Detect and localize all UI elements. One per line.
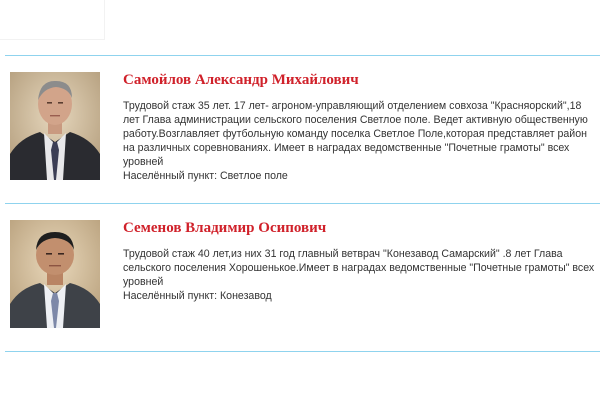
portrait-image [10,72,100,180]
person-bio [123,99,600,183]
bio-text: Трудовой стаж 40 лет,из них 31 год главный ветврач "Конезавод Самарский" .8 лет Глава сельского поселения Хорошенькое.Имеет в наградах ведомственные "Почетные грамоты" всех уровней [123,248,595,288]
top-table-cell [0,0,105,40]
divider [5,55,600,56]
profile-card [10,220,600,335]
settlement-text: Населённый пункт: Конезавод [123,290,272,302]
portrait-photo [10,220,100,328]
person-name: Семенов Владимир Осипович [123,220,327,236]
settlement-text: Населённый пункт: Светлое поле [123,170,288,182]
divider [5,351,600,352]
divider [5,203,600,204]
portrait-photo [10,72,100,180]
person-bio [123,247,600,303]
portrait-image [10,220,100,328]
bio-text: Трудовой стаж 35 лет. 17 лет- агроном-управляющий отделением совхоза "Красняорский",18 лет Глава администрации сельского поселения Светлое поле. Ведет активную общественную работу.Возглавляет футбольную команду поселка Светлое Поле,которая представляет район на различных соревнованиях. Имеет в наградах ведомственные "Почетные грамоты" всех уровней [123,100,588,168]
person-name: Самойлов Александр Михайлович [123,72,359,88]
profile-card [10,72,600,187]
